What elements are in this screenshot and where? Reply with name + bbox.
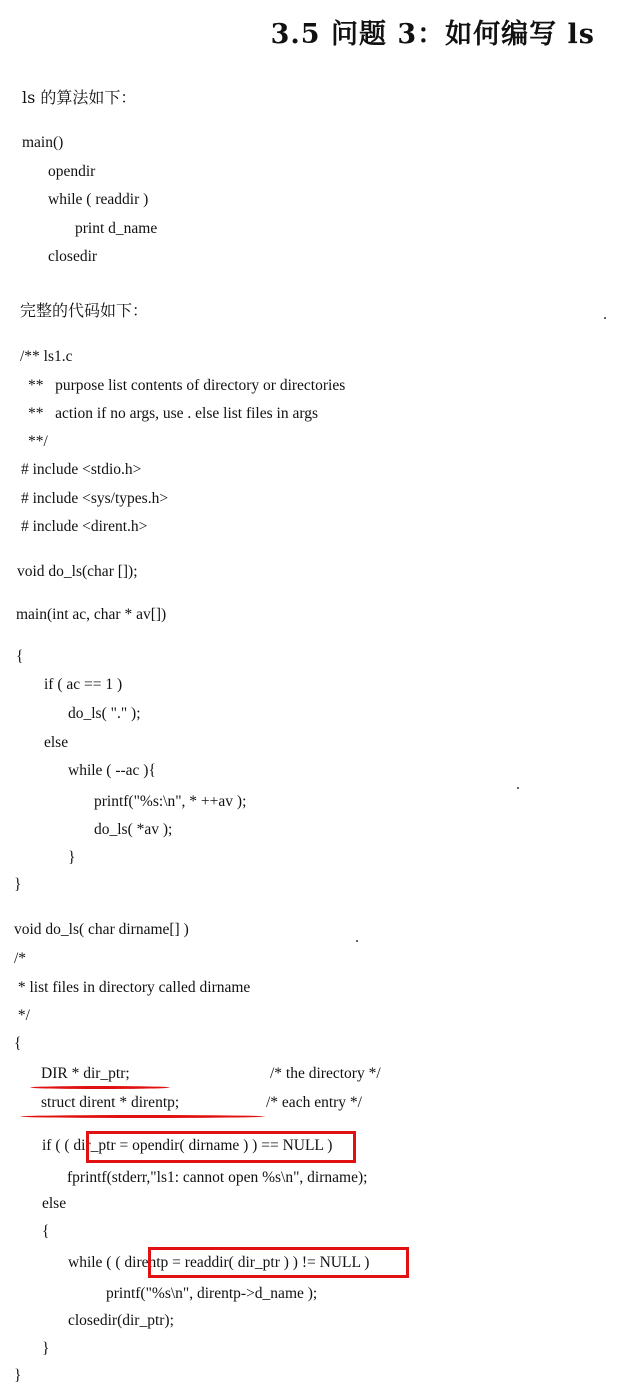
code-comment-24: /* the directory */ [270,1065,381,1082]
code-line-10: { [16,648,24,665]
code-line-19: void do_ls( char dirname[] ) [14,921,189,938]
code-line-1: /** ls1.c [20,348,73,365]
code-line-26: if ( ( dir_ptr = opendir( dirname ) ) == NULL ) [42,1137,333,1154]
code-line-5: # include <stdio.h> [21,461,142,478]
code-comment-25: /* each entry */ [266,1094,362,1111]
code-line-13: else [44,734,69,751]
code-line-32: closedir(dir_ptr); [68,1312,174,1329]
code-line-18: } [14,876,22,893]
code-line-22: */ [14,1007,30,1024]
code-line-20: /* [14,950,27,967]
red-underline-direntp [20,1115,265,1118]
code-line-34: } [14,1367,22,1384]
code-line-29: { [42,1223,50,1240]
code-line-8: void do_ls(char []); [17,563,138,580]
red-box-readdir [148,1247,409,1278]
code-line-16: do_ls( *av ); [94,821,173,838]
code-line-14: while ( --ac ){ [68,762,156,779]
code-line-31: printf("%s\n", direntp->d_name ); [106,1285,318,1302]
code-line-6: # include <sys/types.h> [21,490,169,507]
code-line-3: ** action if no args, use . else list files in args [28,405,319,422]
code-line-4: **/ [28,433,48,450]
code-line-24: DIR * dir_ptr; [41,1065,130,1082]
code-line-12: do_ls( "." ); [68,705,141,722]
red-underline-dir-ptr [30,1086,170,1089]
section-title: 3.5 问题 3：如何编写 ls [270,19,595,50]
algo-line-4: print d_name [75,220,158,237]
red-box-opendir [86,1131,356,1163]
code-line-33: } [42,1340,50,1357]
algo-line-5: closedir [48,248,98,265]
code-line-11: if ( ac == 1 ) [44,676,123,693]
code-line-7: # include <dirent.h> [21,518,148,535]
algo-line-2: opendir [48,163,96,180]
code-line-27: fprintf(stderr,"ls1: cannot open %s\n", dirname); [67,1169,368,1186]
speck [356,940,358,942]
speck [604,317,606,319]
code-line-25: struct dirent * direntp; [41,1094,180,1111]
code-line-17: } [68,849,76,866]
code-line-9: main(int ac, char * av[]) [16,606,167,623]
code-line-28: else [42,1195,67,1212]
speck [517,787,519,789]
code-line-15: printf("%s:\n", * ++av ); [94,793,247,810]
code-line-21: * list files in directory called dirname [14,979,251,996]
code-line-2: ** purpose list contents of directory or directories [28,377,346,394]
full-code-intro: 完整的代码如下： [20,301,149,320]
algo-line-1: main() [22,134,64,151]
algorithm-intro: ls 的算法如下： [22,88,137,107]
algo-line-3: while ( readdir ) [48,191,149,208]
code-line-23: { [14,1035,22,1052]
code-line-30: while ( ( direntp = readdir( dir_ptr ) ) != NULL ) [68,1254,370,1271]
